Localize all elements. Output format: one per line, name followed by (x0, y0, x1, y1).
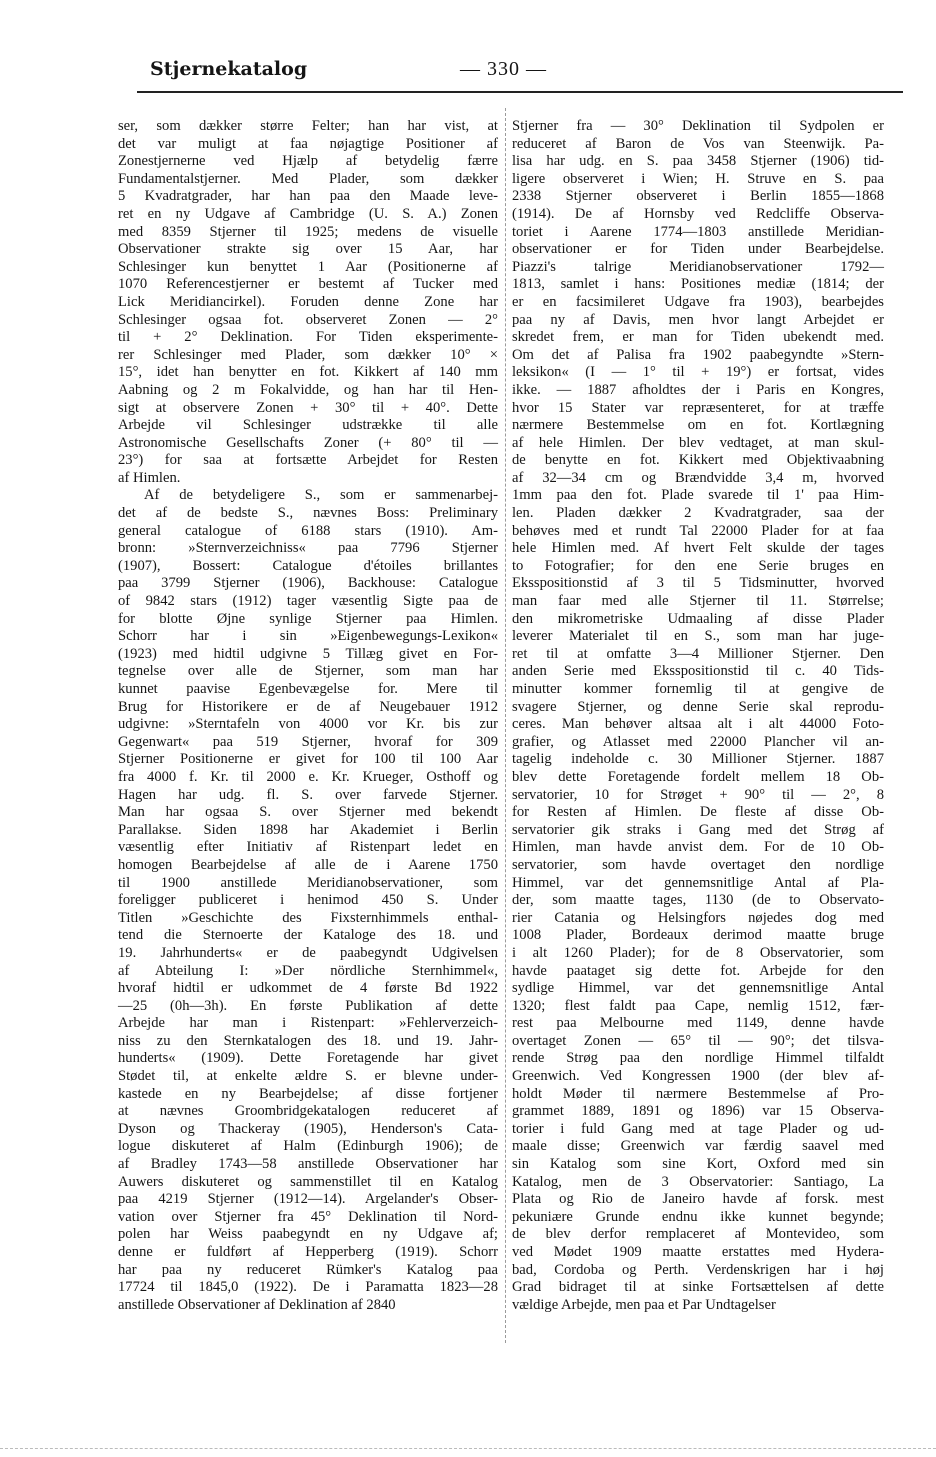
text-line: reduceret af Baron de Vos van Steenwijk. Pa- (512, 135, 884, 152)
text-line: paa 3799 Stjerner (1906), Backhouse: Catalogue (118, 575, 498, 592)
text-line: ret en ny Udgave af Cambridge (U. S. A.) Zonen (118, 205, 498, 222)
text-line: Arbejde vil Schlesinger udstrække til alle (118, 417, 498, 434)
text-line: blev dette Foretagende fordelt mellem 18 Ob- (512, 768, 884, 785)
text-line: Dyson og Thackeray (1905), Henderson's Cata- (118, 1120, 498, 1137)
text-line: foreligger publiceret i henimod 450 S. Under (118, 892, 498, 909)
text-line: Schlesinger ogsaa fot. observeret Zonen — 2° (118, 311, 498, 328)
text-line: Gegenwart« paa 519 Stjerner, hvoraf for 309 (118, 733, 498, 750)
text-line: Zonestjernerne ved Hjælp af betydelig færre (118, 153, 498, 170)
text-line: af Abteilung I: »Der nördliche Sternhimmel«, (118, 962, 498, 979)
text-line: (1923) med hidtil udgivne 5 Tillæg givet en For- (118, 645, 498, 662)
text-line: anstillede Observationer af Deklination af 2840 (118, 1296, 396, 1313)
text-line: 1813, samlet i hans: Positiones mediæ (1814; der (512, 276, 884, 293)
text-line: Man har ogsaa S. over Stjerner med bekendt (118, 804, 498, 821)
text-line: maale disse; Greenwich var færdig saavel med (512, 1138, 884, 1155)
text-line: 19. Jahrhunderts« er de paabegyndt Udgivelsen (118, 944, 498, 961)
text-line: to Fotografier; for den ene Serie bruges en (512, 557, 884, 574)
page-number: — 330 — (460, 58, 547, 80)
text-line: Brug for Historikere er de af Neugebauer 1912 (118, 698, 498, 715)
right-column (512, 118, 884, 1314)
text-line: 15°, idet han benytter en fot. Kikkert af 140 mm (118, 364, 498, 381)
text-line: homogen Bearbejdelse af alle de i Aarene 1750 (118, 856, 498, 873)
text-line: Schorr har i sin »Eigenbewegungs-Lexikon« (118, 628, 498, 645)
text-line: vældige Arbejde, men paa et Par Undtagelser (512, 1296, 776, 1313)
text-line: de benytte en fot. Kikkert med Objektivaabning (512, 452, 884, 469)
text-line: Grad bidraget til at sinke Fortsættelsen af dette (512, 1279, 884, 1296)
text-line: med 8359 Stjerner til 1925; medens de visuelle (118, 223, 498, 240)
text-line: rer Schlesinger med Plader, som dækker 10° × (118, 346, 498, 363)
text-line: lisa har udg. en S. paa 3458 Stjerner (1906) tid- (512, 153, 884, 170)
text-line: for blotte Øjne synlige Stjerner paa Himlen. (118, 610, 498, 627)
text-line: Af de betydeligere S., som er sammenarbej- (144, 487, 498, 504)
text-line: rest paa Melbourne med 1149, denne havde (512, 1015, 884, 1032)
text-line: svagere Stjerner, og denne Serie skal reprodu- (512, 698, 884, 715)
text-line: at nævnes Groombridgekatalogen reduceret af (118, 1103, 498, 1120)
page-header (150, 58, 890, 88)
text-line: ligere observeret i Wien; H. Struve en S. paa (512, 170, 884, 187)
text-line: Observationer strakte sig over 15 Aar, har (118, 241, 498, 258)
text-line: hvoraf hidtil er udkommet de 4 første Bd 1922 (118, 980, 498, 997)
text-line: sigt at observere Zonen + 30° til + 40°. Dette (118, 399, 498, 416)
text-line: af Himlen. (118, 469, 181, 486)
text-line: udgivne: »Sterntafeln von 4000 vor Kr. bis zur (118, 716, 498, 733)
text-line: denne er fuldført af Hepperberg (1919). Schorr (118, 1244, 498, 1260)
text-line: behøves med et rundt Tal 22000 Plader for at faa (512, 522, 884, 539)
text-line: væsentlig efter Initiativ af Ristenpart ledet en (118, 839, 498, 856)
text-line: Stjerner Positionerne er givet for 100 til 100 Aar (118, 751, 498, 768)
running-title: Stjernekatalog (150, 58, 308, 80)
header-rule (137, 91, 903, 93)
text-line: af Bradley 1743—58 anstillede Observationer har (118, 1156, 498, 1173)
text-line: 1070 Referencestjerner er bestemt af Tucker med (118, 276, 498, 293)
text-line: sin Katalog som sine Kort, Oxford med sin (512, 1156, 884, 1173)
text-line: 17724 til 1845,0 (1922). De i Paramatta 1823—28 (118, 1279, 498, 1296)
text-line: der, som maatte tages, 1130 (de to Observato- (512, 892, 884, 909)
text-line: i alt 1260 Plader); for de 8 Observatorier, som (512, 944, 884, 961)
text-line: ret til at omfatte 3—4 Millioner Stjerner. Den (512, 645, 884, 662)
text-line: Plata og Rio de Janeiro havde af forsk. mest (512, 1191, 884, 1208)
text-line: Arbejde har man i Ristenpart: »Fehlerverzeich- (118, 1015, 498, 1032)
text-line: bronn: »Sternverzeichniss« paa 7796 Stjerner (118, 540, 498, 557)
text-line: niss zu den Sternkatalogen des 18. und 19. Jahr- (118, 1032, 498, 1049)
text-line: Hagen har udg. fl. S. over farvede Stjerner. (118, 786, 498, 803)
text-line: Om det af Palisa fra 1902 paabegyndte »Stern- (512, 346, 884, 363)
text-line: holdt Møder til nærmere Bestemmelse af Pro- (512, 1085, 884, 1102)
text-line: man faar med alle Stjerner til 11. Størrelse; (512, 593, 884, 610)
text-line: observationer er for Tiden under Bearbejdelse. (512, 241, 884, 258)
text-line: pekuniære Grunde endnu ikke kunnet begynde; (512, 1208, 884, 1225)
text-line: hele Himlen med. Af hvert Felt skulde der tages (512, 540, 884, 557)
text-line: Fundamentalstjerner. Med Plader, som dækker (118, 170, 498, 187)
text-line: kunnet paavise Egenbevægelse for. Mere til (118, 681, 498, 697)
text-line: 5 Kvadratgrader, har han paa den Maade leve- (118, 188, 498, 205)
text-line: kastede en ny Bearbejdelse; af disse fortjener (118, 1085, 498, 1102)
text-line: bad, Cordoba og Perth. Verdenskrigen har i høj (512, 1261, 884, 1278)
text-line: 1008 Plader, Bordeaux derimod maatte bruge (512, 927, 884, 944)
text-line: logue diskuteret af Halm (Edinburgh 1906); de (118, 1138, 498, 1155)
text-line: servatorier, som havde overtaget den nordlige (512, 856, 884, 873)
text-line: grammet 1889, 1891 og 1896) var 15 Observa- (512, 1103, 884, 1120)
text-line: len. Pladen dækker 2 Kvadratgrader, saa der (512, 505, 884, 522)
text-line: leksikon« (I — 1° til + 19°) er fortsat, vides (512, 364, 884, 381)
text-line: Stjerner fra — 30° Deklination til Sydpolen er (512, 118, 884, 134)
text-line: Aabning og 2 m Fokalvidde, og han har til Hen- (118, 381, 498, 398)
text-line: 1320; flest faldt paa Cape, nemlig 1512, fær- (512, 997, 884, 1014)
text-line: Eksspositionstid af 3 til 5 Tidsminutter, hvorved (512, 575, 884, 592)
text-line: tagelig indeholde c. 30 Millioner Stjerner. 1887 (512, 751, 884, 768)
text-line: toriet i Aarene 1774—1803 anstillede Meridian- (512, 223, 884, 240)
text-line: rier Catania og Helsingfors nøjedes dog med (512, 909, 884, 926)
text-line: fra 4000 f. Kr. til 2000 e. Kr. Krueger, Osthoff og (118, 768, 498, 785)
text-line: det af de bedste S., nævnes Boss: Preliminary (118, 505, 498, 522)
text-line: de blev derfor remplaceret af Montevideo, som (512, 1226, 884, 1243)
text-line: Schlesinger kun benyttet 1 Aar (Positionerne af (118, 258, 498, 275)
text-line: af 32—34 cm og Brændvidde 3,4 m, hvorved (512, 469, 884, 486)
text-line: paa 4219 Stjerner (1912—14). Argelander's Obser- (118, 1191, 498, 1208)
text-line: servatorier, 10 for Strøget + 90° til — 2°, 8 (512, 786, 884, 803)
text-line: (1907), Bossert: Catalogue d'étoiles brillantes (118, 557, 498, 574)
text-line: den mikrometriske Udmaaling af disse Plader (512, 610, 884, 627)
text-line: Stødet til, at enkelte ældre S. er blevne under- (118, 1068, 498, 1085)
text-line: vation over Stjerner fra 45° Deklination til Nord- (118, 1208, 498, 1225)
text-line: overtaget Zonen — 65° til — 90°; det tilsva- (512, 1032, 884, 1049)
text-line: Katalog, men de 3 Observatorier: Santiago, La (512, 1173, 884, 1190)
text-line: hvor 15 Stater var repræsenteret, for at træffe (512, 399, 884, 416)
text-line: er en facsimileret Udgave fra 1903), bearbejdes (512, 293, 884, 310)
text-line: servatorier gik straks i Gang med det Strøg af (512, 821, 884, 838)
text-line: Titlen »Geschichte des Fixsternhimmels enthal- (118, 909, 498, 926)
text-line: polen har Weiss paabegyndt en ny Udgave af; (118, 1226, 498, 1243)
column-divider (505, 108, 506, 1343)
text-line: tegnelse over alle de Stjerner, som man har (118, 663, 498, 680)
text-line: leverer Materialet til en S., som man har juge- (512, 628, 884, 645)
text-line: har paa ny reduceret Rümker's Katalog paa (118, 1261, 498, 1278)
text-line: Auwers diskuteret og sammenstillet til en Katalog (118, 1173, 498, 1190)
text-line: Astronomische Gesellschafts Zoner (+ 80° til — (118, 434, 498, 451)
text-line: tend die Sternoerte der Kataloge des 18. und (118, 927, 498, 944)
text-line: Greenwich. Ved Kongressen 1900 (der blev af- (512, 1068, 884, 1085)
text-line: til + 2° Deklination. For Tiden eksperimente- (118, 329, 498, 346)
text-line: anden Serie med Eksspositionstid til c. 40 Tids- (512, 663, 884, 680)
text-line: ved Mødet 1909 maatte erstattes med Hydera- (512, 1244, 884, 1260)
text-line: hunderts« (1909). Dette Foretagende har givet (118, 1050, 498, 1067)
text-line: ikke. — 1887 afholdtes der i Paris en Kongres, (512, 381, 884, 398)
text-line: grafier, og Atlasset med 22000 Plancher vil an- (512, 733, 884, 750)
text-line: Lick Meridiancirkel). Foruden denne Zone har (118, 293, 498, 310)
text-line: sydlige Himmel, var det gennemsnitlige Antal (512, 980, 884, 997)
text-line: 2338 Stjerner observeret i Berlin 1855—1868 (512, 188, 884, 205)
text-line: —25 (0h—3h). En første Publikation af dette (118, 997, 498, 1014)
text-line: havde paataget sig dette fot. Arbejde for den (512, 962, 884, 979)
text-line: Himmel, var det gennemsnitlige Antal af Pla- (512, 874, 884, 891)
text-line: skredet frem, er man for Tiden ubekendt med. (512, 329, 884, 346)
text-line: 23°) for saa at fortsætte Arbejdet for Resten (118, 452, 498, 469)
text-line: (1914). De af Hornsby ved Redcliffe Observa- (512, 205, 884, 222)
text-line: paa ny af Davis, men hvor langt Arbejdet er (512, 311, 884, 328)
text-line: general catalogue of 6188 stars (1910). Am- (118, 522, 498, 539)
text-line: torier i fuld Gang med at tage Plader og ud- (512, 1120, 884, 1137)
text-line: ser, som dækker større Felter; han har vist, at (118, 118, 498, 134)
text-line: rende Strøg paa den nordlige Himmel tilfaldt (512, 1050, 884, 1067)
text-line: for Resten af Himlen. De fleste af disse Ob- (512, 804, 884, 821)
text-line: 1mm paa den fot. Plade svarede til 1' paa Him- (512, 487, 884, 504)
text-line: Himlen, man havde anvist dem. For de 10 Ob- (512, 839, 884, 856)
text-line: nærmere Bestemmelse om en fot. Kortlægning (512, 417, 884, 434)
text-line: til 1900 anstillede Meridianobservationer, som (118, 874, 498, 891)
text-line: af hele Himlen. Der blev vedtaget, at man skul- (512, 434, 884, 451)
text-line: minutter kommer fornemlig til at gengive de (512, 681, 884, 697)
text-line: ceres. Man behøver altsaa alt i alt 44000 Foto- (512, 716, 884, 733)
text-line: Parallakse. Siden 1898 har Akademiet i Berlin (118, 821, 498, 838)
text-line: Piazzi's talrige Meridianobservationer 1792— (512, 258, 884, 275)
page-bottom-edge (0, 1448, 936, 1449)
text-line: of 9842 stars (1912) tager væsentlig Sigte paa de (118, 593, 498, 610)
left-column (118, 118, 498, 1314)
text-line: det var muligt at faa nøjagtige Positioner af (118, 135, 498, 152)
